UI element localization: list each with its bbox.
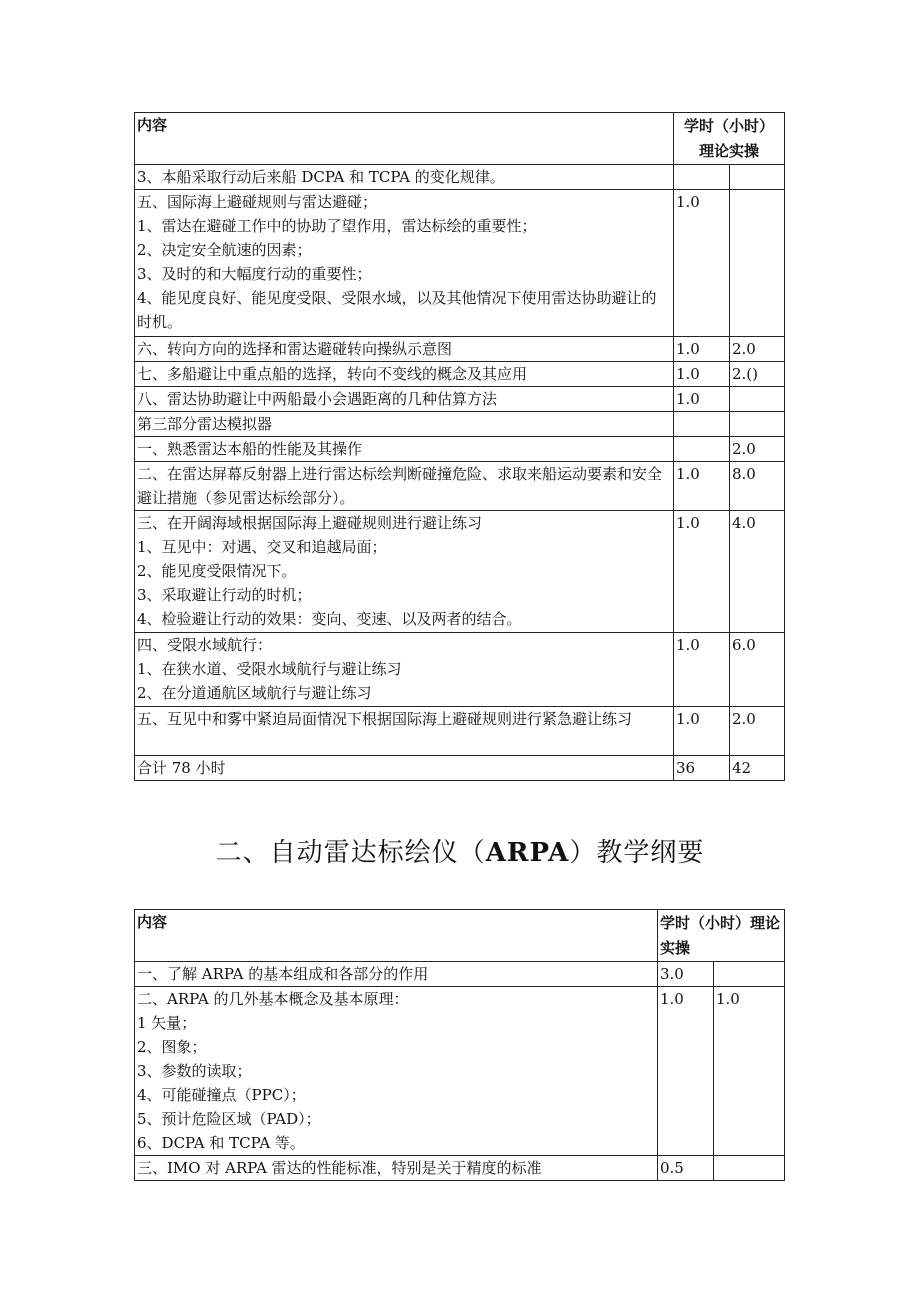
- row-line: 一、熟悉雷达本船的性能及其操作: [137, 440, 363, 458]
- section-title-prefix: 二、自动雷达标绘仪（: [215, 838, 486, 868]
- row-content: [135, 337, 674, 362]
- table-header-row: [135, 910, 785, 962]
- theory-hours: 1.0: [674, 511, 730, 633]
- row-line: 2、图象；: [137, 1038, 207, 1056]
- theory-hours: 1.0: [674, 462, 730, 511]
- row-line: 1 矢量；: [137, 1014, 197, 1032]
- header-hours-line1: 学时（小时）: [684, 117, 775, 135]
- theory-hours: 1.0: [674, 707, 730, 756]
- row-line: 二、ARPA 的几外基本概念及基本原理：: [137, 990, 409, 1008]
- section-title: [0, 835, 920, 871]
- table-row: [135, 987, 785, 1156]
- practice-hours: 2.0: [730, 337, 785, 362]
- row-content: [135, 412, 674, 437]
- row-line: 3、参数的读取；: [137, 1062, 252, 1080]
- row-line: 八、雷达协助避让中两船最小会遇距离的几种估算方法: [137, 390, 498, 408]
- row-content: [135, 987, 658, 1156]
- row-line: 三、IMO 对 ARPA 雷达的性能标准，特别是关于精度的标准: [137, 1159, 542, 1177]
- practice-hours: 8.0: [730, 462, 785, 511]
- row-line: 一、了解 ARPA 的基本组成和各部分的作用: [137, 965, 429, 983]
- row-line: 2、在分道通航区域航行与避让练习: [137, 684, 372, 702]
- practice-hours: 42: [730, 756, 785, 781]
- row-content: [135, 633, 674, 707]
- practice-hours: [730, 190, 785, 337]
- row-line: 2、决定安全航速的因素；: [137, 241, 312, 259]
- row-line: 三、在开阔海域根据国际海上避碰规则进行避让练习: [137, 514, 483, 532]
- theory-hours: 1.0: [674, 337, 730, 362]
- table-header-row: [135, 113, 785, 165]
- row-line: 6、DCPA 和 TCPA 等。: [137, 1134, 305, 1152]
- theory-hours: 3.0: [658, 962, 714, 987]
- row-line: 4、可能碰撞点（PPC）；: [137, 1086, 306, 1104]
- practice-hours: 2.0: [730, 707, 785, 756]
- practice-hours: [714, 962, 785, 987]
- row-content: [135, 387, 674, 412]
- table-row: [135, 190, 785, 337]
- row-content: [135, 756, 674, 781]
- row-line: 五、国际海上避碰规则与雷达避碰；: [137, 193, 378, 211]
- header-hours-line2: 理论实操: [699, 142, 760, 160]
- practice-hours: [730, 165, 785, 190]
- theory-hours: 0.5: [658, 1156, 714, 1181]
- syllabus-table-arpa: [134, 909, 785, 1181]
- row-content: [135, 1156, 658, 1181]
- theory-hours: 1.0: [674, 633, 730, 707]
- row-line: 2、能见度受限情况下。: [137, 562, 297, 580]
- row-line: 3、采取避让行动的时机；: [137, 586, 312, 604]
- table-row: [135, 633, 785, 707]
- practice-hours: [714, 1156, 785, 1181]
- theory-hours: 1.0: [674, 190, 730, 337]
- section-title-suffix: ）教学纲要: [569, 838, 705, 868]
- row-line: 1、在狭水道、受限水域航行与避让练习: [137, 660, 402, 678]
- theory-hours: [674, 412, 730, 437]
- practice-hours: [730, 412, 785, 437]
- syllabus-table-radar: [134, 112, 785, 781]
- row-line: 五、互见中和雾中紧迫局面情况下根据国际海上避碰规则进行紧急避让练习: [137, 710, 633, 728]
- theory-hours: [674, 165, 730, 190]
- row-line: 5、预计危险区域（PAD）；: [137, 1110, 321, 1128]
- table-row: [135, 337, 785, 362]
- table-row: [135, 962, 785, 987]
- practice-hours: 6.0: [730, 633, 785, 707]
- table-row: [135, 362, 785, 387]
- theory-hours: 36: [674, 756, 730, 781]
- table-row: [135, 387, 785, 412]
- row-line: 第三部分雷达模拟器: [137, 415, 273, 433]
- row-line: 4、检验避让行动的效果：变向、变速、以及两者的结合。: [137, 610, 522, 628]
- table-row: [135, 165, 785, 190]
- header-hours: 学时（小时）理论实操: [658, 910, 785, 962]
- theory-hours: [674, 437, 730, 462]
- row-line: 3、本船采取行动后来船 DCPA 和 TCPA 的变化规律。: [137, 168, 505, 186]
- header-content: 内容: [135, 113, 674, 165]
- theory-hours: 1.0: [674, 362, 730, 387]
- practice-hours: [730, 387, 785, 412]
- practice-hours: 2.0: [730, 437, 785, 462]
- table-row: [135, 412, 785, 437]
- table-row: [135, 511, 785, 633]
- header-content: 内容: [135, 910, 658, 962]
- table-row: [135, 1156, 785, 1181]
- row-content: [135, 511, 674, 633]
- table-row: [135, 707, 785, 756]
- table-row: [135, 756, 785, 781]
- header-hours: [674, 113, 785, 165]
- theory-hours: 1.0: [674, 387, 730, 412]
- practice-hours: 2.(): [730, 362, 785, 387]
- row-content: [135, 707, 674, 756]
- row-line: 4、能见度良好、能见度受限、受限水域，以及其他情况下使用雷达协助避让的时机。: [137, 289, 657, 331]
- row-line: 六、转向方向的选择和雷达避碰转向操纵示意图: [137, 340, 453, 358]
- row-line: 合计 78 小时: [137, 759, 226, 777]
- table-row: [135, 437, 785, 462]
- practice-hours: 4.0: [730, 511, 785, 633]
- section-title-bold: ARPA: [485, 838, 570, 868]
- row-line: 七、多船避让中重点船的选择，转向不变线的概念及其应用: [137, 365, 528, 383]
- row-content: [135, 437, 674, 462]
- table-row: [135, 462, 785, 511]
- row-content: [135, 165, 674, 190]
- row-line: 二、在雷达屏幕反射器上进行雷达标绘判断碰撞危险、求取来船运动要素和安全避让措施（参见雷达标绘部分）。: [137, 465, 663, 507]
- row-content: [135, 190, 674, 337]
- theory-hours: 1.0: [658, 987, 714, 1156]
- practice-hours: 1.0: [714, 987, 785, 1156]
- row-line: 1、雷达在避碰工作中的协助了望作用，雷达标绘的重要性；: [137, 217, 537, 235]
- row-line: 3、及时的和大幅度行动的重要性；: [137, 265, 372, 283]
- row-content: [135, 462, 674, 511]
- row-content: [135, 962, 658, 987]
- row-line: 1、互见中：对遇、交叉和追越局面；: [137, 538, 387, 556]
- row-line: 四、受限水域航行：: [137, 636, 273, 654]
- row-content: [135, 362, 674, 387]
